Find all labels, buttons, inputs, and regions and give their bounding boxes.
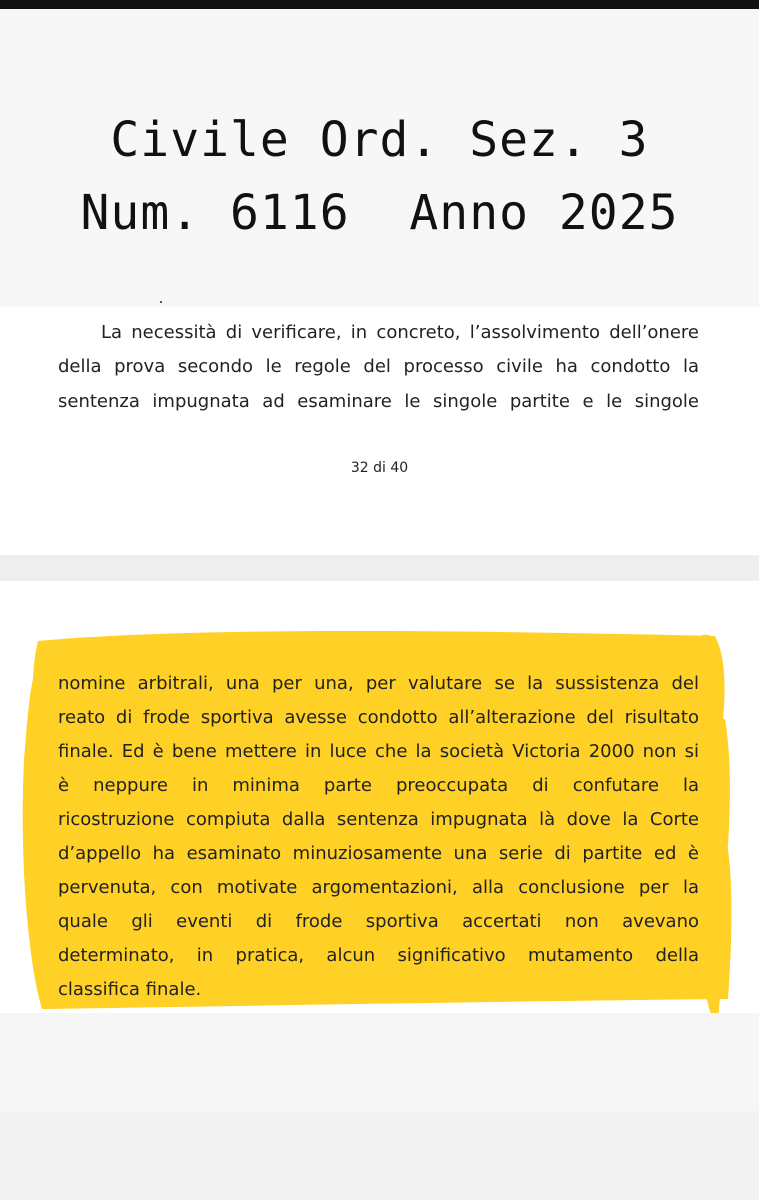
paragraph-line: sentenza impugnata ad esaminare le singole partite e le singole bbox=[58, 391, 699, 412]
document-page-32 bbox=[0, 307, 759, 555]
paragraph-line: pervenuta, con motivate argomentazioni, alla conclusione per la bbox=[58, 877, 699, 898]
paragraph-line: della prova secondo le regole del processo civile ha condotto la bbox=[58, 356, 699, 377]
paragraph-line: è neppure in minima parte preoccupata di confutare la bbox=[58, 775, 699, 796]
title-line-1: Civile Ord. Sez. 3 bbox=[110, 112, 649, 168]
paragraph-line: quale gli eventi di frode sportiva accertati non avevano bbox=[58, 911, 699, 932]
title-line-2: Num. 6116 Anno 2025 bbox=[80, 185, 679, 241]
paragraph-line: finale. Ed è bene mettere in luce che la società Victoria 2000 non si bbox=[58, 741, 699, 762]
page-number: 32 di 40 bbox=[350, 460, 409, 476]
document-page-33 bbox=[0, 581, 759, 1013]
status-bar bbox=[0, 0, 759, 9]
blank-area bbox=[0, 1013, 759, 1200]
paragraph-line: La necessità di verificare, in concreto, l’assolvimento dell’onere bbox=[101, 322, 699, 343]
paragraph-line: reato di frode sportiva avesse condotto all’alterazione del risultato bbox=[58, 707, 699, 728]
paragraph-line: determinato, in pratica, alcun significativo mutamento della bbox=[58, 945, 699, 966]
paragraph-line: classifica finale. bbox=[58, 979, 202, 1000]
paragraph-line: ricostruzione compiuta dalla sentenza impugnata là dove la Corte bbox=[58, 809, 699, 830]
paragraph-line: d’appello ha esaminato minuziosamente una serie di partite ed è bbox=[58, 843, 699, 864]
title-card bbox=[0, 9, 759, 307]
bottom-panel bbox=[0, 1111, 759, 1200]
page-separator bbox=[0, 555, 759, 581]
paragraph-line: nomine arbitrali, una per una, per valutare se la sussistenza del bbox=[58, 673, 699, 694]
stray-mark bbox=[160, 301, 162, 303]
